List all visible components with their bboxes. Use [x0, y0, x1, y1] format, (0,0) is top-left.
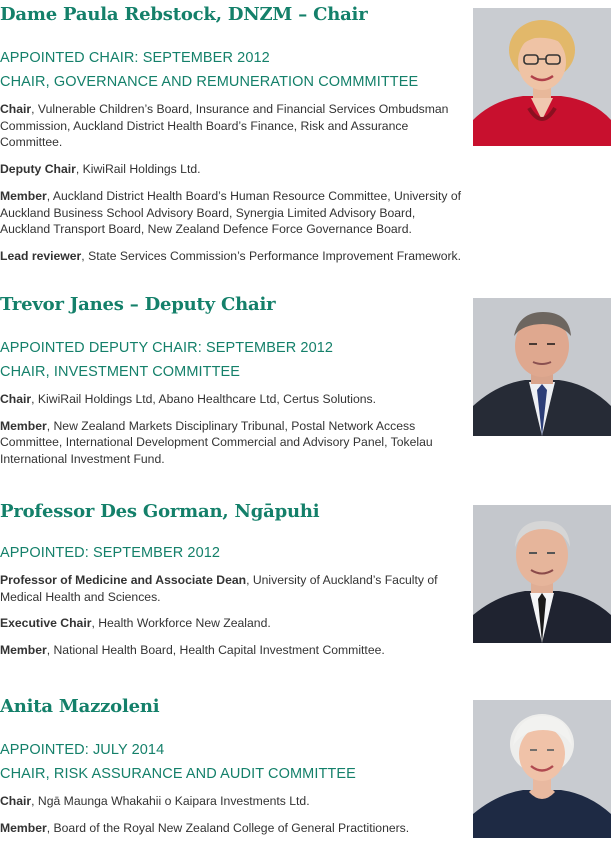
role-title: Professor of Medicine and Associate Dean	[0, 573, 247, 587]
role-title: Deputy Chair	[0, 162, 76, 177]
role-title: Member	[0, 418, 47, 433]
role-title: Member	[0, 643, 47, 658]
appointment-line: APPOINTED DEPUTY CHAIR: SEPTEMBER 2012	[0, 340, 334, 356]
role-detail: , Health Workforce New Zealand.	[91, 616, 271, 631]
role-entry	[0, 793, 462, 810]
profile-text	[0, 294, 462, 468]
role-title: Lead reviewer	[0, 248, 82, 263]
portrait-woman-white-hair	[473, 700, 611, 838]
role-title: Member	[0, 820, 47, 835]
profile-text	[0, 696, 462, 836]
portrait-man-dark-suit	[473, 298, 611, 436]
role-entry	[0, 418, 462, 468]
role-detail: , University of Auckland’s Faculty of Medical Health and Sciences.	[0, 573, 438, 604]
appointment-line: CHAIR, INVESTMENT COMMITTEE	[0, 364, 241, 380]
portrait-photo	[473, 8, 611, 146]
role-entry	[0, 101, 462, 151]
role-entry	[0, 391, 462, 408]
role-title: Member	[0, 188, 47, 203]
role-entry	[0, 615, 462, 632]
role-detail: , Ngā Maunga Whakahii o Kaipara Investments Ltd.	[31, 794, 310, 808]
role-detail: , KiwiRail Holdings Ltd.	[75, 162, 201, 177]
appointment-line: APPOINTED CHAIR: SEPTEMBER 2012	[0, 50, 270, 66]
role-detail: , New Zealand Markets Disciplinary Tribunal, Postal Network Access Committee, International Development Commercial and Advisory Panel, Tokelau International Investment Fund.	[0, 418, 433, 467]
member-name: Trevor Janes – Deputy Chair	[0, 294, 276, 315]
role-detail: , National Health Board, Health Capital Investment Committee.	[46, 643, 385, 658]
appointment-line: CHAIR, GOVERNANCE AND REMUNERATION COMMMITTEE	[0, 74, 419, 90]
role-entry	[0, 188, 462, 238]
role-title: Chair	[0, 102, 32, 116]
portrait-photo	[473, 505, 611, 643]
member-name: Anita Mazzoleni	[0, 696, 160, 717]
appointment-line: CHAIR, RISK ASSURANCE AND AUDIT COMMITTEE	[0, 766, 356, 782]
portrait-photo	[473, 298, 611, 436]
portrait-woman-red-jacket	[473, 8, 611, 146]
role-entry	[0, 248, 462, 265]
role-detail: , Vulnerable Children’s Board, Insurance and Financial Services Ombudsman Commission, Auckland District Health Board’s Finance, Risk and Assurance Committee.	[0, 102, 449, 150]
role-detail: , Board of the Royal New Zealand College of General Practitioners.	[46, 820, 410, 835]
profile-text	[0, 501, 462, 659]
role-detail: , State Services Commission’s Performance Improvement Framework.	[81, 248, 462, 263]
role-title: Chair	[0, 392, 32, 406]
role-entry	[0, 820, 462, 837]
role-title: Chair	[0, 794, 32, 808]
member-name: Professor Des Gorman, Ngāpuhi	[0, 501, 320, 522]
portrait-photo	[473, 700, 611, 838]
appointment-line: APPOINTED: SEPTEMBER 2012	[0, 545, 221, 561]
role-entry	[0, 642, 462, 659]
portrait-man-grey-hair	[473, 505, 611, 643]
role-detail: , KiwiRail Holdings Ltd, Abano Healthcare Ltd, Certus Solutions.	[31, 392, 376, 406]
member-name: Dame Paula Rebstock, DNZM – Chair	[0, 4, 368, 25]
role-entry	[0, 161, 462, 178]
appointment-line: APPOINTED: JULY 2014	[0, 742, 165, 758]
role-detail: , Auckland District Health Board’s Human Resource Committee, University of Auckland Business School Advisory Board, Synergia Limited Advisory Board, Auckland Transport Board, New Zealand Defence Force Governance Board.	[0, 188, 462, 237]
role-entry	[0, 572, 462, 605]
role-title: Executive Chair	[0, 616, 92, 631]
profile-text	[0, 4, 462, 265]
